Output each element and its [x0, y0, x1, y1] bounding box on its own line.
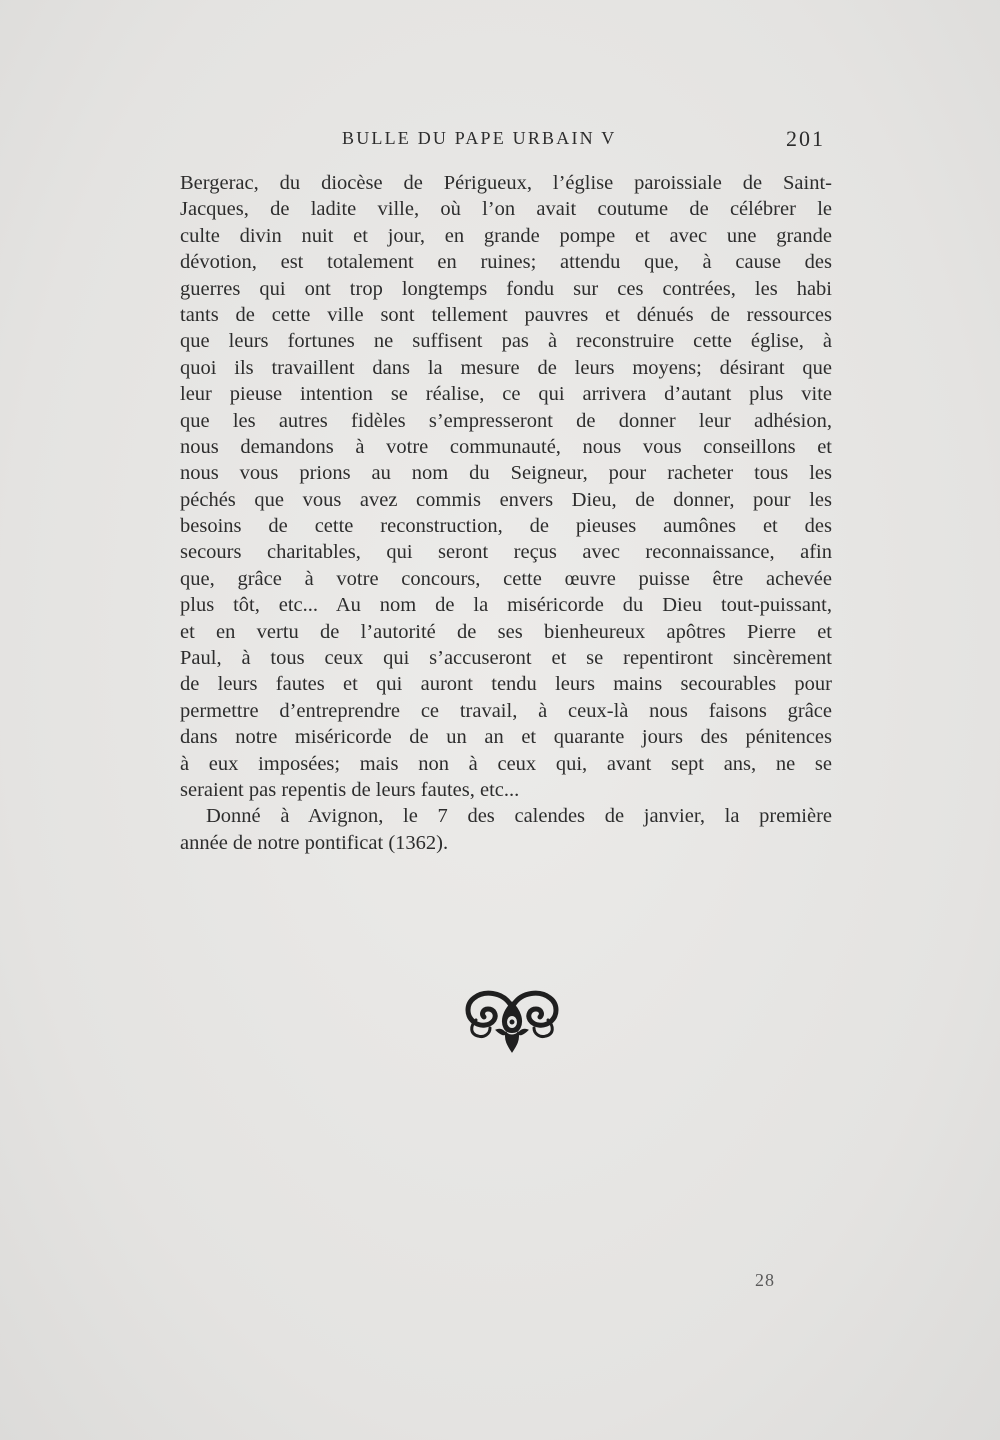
closing-line: année de notre pontificat (1362). [180, 831, 449, 854]
text-line: seraient pas repentis de leurs fautes, etc... [180, 778, 520, 801]
text-line: nous demandons à votre communauté, nous vous conseillons et [180, 435, 832, 458]
text-line: Bergerac, du diocèse de Périgueux, l’église paroissiale de Saint- [180, 172, 832, 194]
text-line: besoins de cette reconstruction, de pieuses aumônes et des [180, 515, 832, 538]
text-line: dévotion, est totalement en ruines; attendu que, à cause des [180, 251, 832, 274]
text-line: Paul, à tous ceux qui s’accuseront et se repentiront sincèrement [180, 647, 832, 670]
text-line: que les autres fidèles s’empresseront de donner leur adhésion, [180, 409, 832, 432]
text-line: tants de cette ville sont tellement pauvres et dénués de ressources [180, 303, 832, 326]
text-line: que, grâce à votre concours, cette œuvre puisse être achevée [180, 567, 832, 590]
text-line: permettre d’entreprendre ce travail, à ceux-là nous faisons grâce [180, 699, 832, 722]
signature-mark: 28 [755, 1270, 775, 1290]
text-line: culte divin nuit et jour, en grande pompe et avec une grande [180, 224, 832, 247]
text-line: secours charitables, qui seront reçus avec reconnaissance, afin [180, 541, 832, 564]
running-title: BULLE DU PAPE URBAIN V [342, 128, 617, 148]
text-line: et en vertu de l’autorité de ses bienheureux apôtres Pierre et [180, 620, 832, 643]
closing-line: Donné à Avignon, le 7 des calendes de janvier, la première [206, 805, 832, 828]
text-line: plus tôt, etc... Au nom de la miséricorde du Dieu tout-puissant, [180, 594, 832, 617]
text-line: à eux imposées; mais non à ceux qui, avant sept ans, ne se [180, 752, 832, 775]
body-text [180, 170, 832, 856]
page-number: 201 [786, 126, 825, 151]
text-line: péchés que vous avez commis envers Dieu, de donner, pour les [180, 488, 832, 511]
text-line: quoi ils travaillent dans la mesure de leurs moyens; désirant que [180, 356, 832, 379]
text-line: dans notre miséricorde de un an et quarante jours des pénitences [180, 726, 832, 749]
running-head [180, 128, 825, 158]
text-line: leur pieuse intention se réalise, ce qui arrivera d’autant plus vite [180, 383, 832, 406]
text-line: Jacques, de ladite ville, où l’on avait coutume de célébrer le [180, 198, 832, 221]
text-line: que leurs fortunes ne suffisent pas à reconstruire cette église, à [180, 330, 832, 353]
text-line: de leurs fautes et qui auront tendu leurs mains secourables pour [180, 673, 832, 696]
text-line: nous vous prions au nom du Seigneur, pour racheter tous les [180, 462, 832, 485]
fleuron-ornament-icon [464, 990, 560, 1054]
text-line: guerres qui ont trop longtemps fondu sur ces contrées, les habi [180, 277, 832, 300]
